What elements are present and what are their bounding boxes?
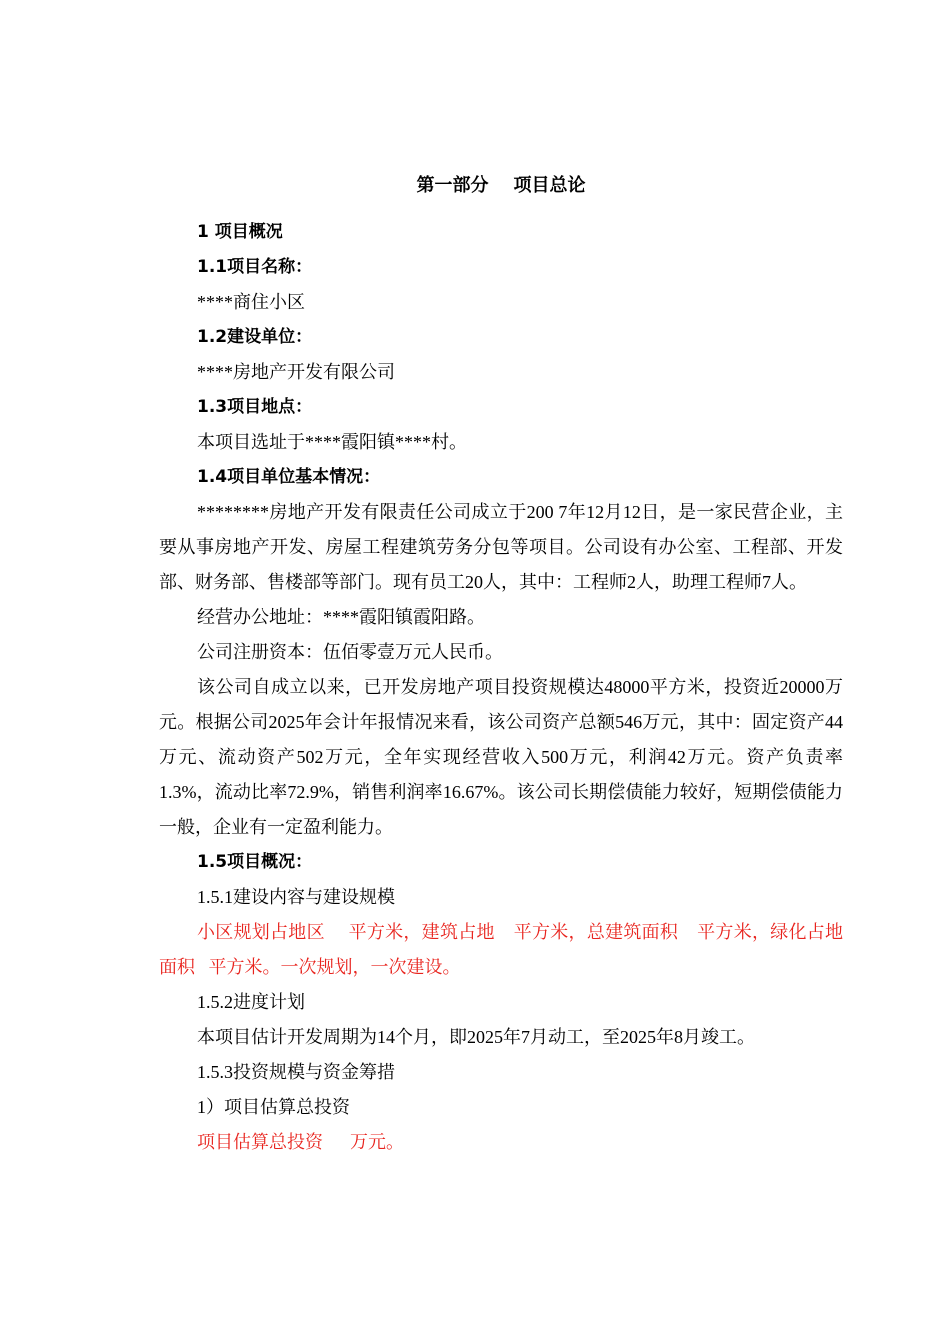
heading-investment-funding: 1.5.3投资规模与资金筹措 (197, 1062, 395, 1082)
heading-construction-unit: 1.2建设单位： (197, 327, 313, 347)
office-address-paragraph: 经营办公地址：****霞阳镇霞阳路。 (197, 607, 485, 627)
heading-unit-basic-info: 1.4项目单位基本情况： (197, 467, 381, 487)
schedule-paragraph: 本项目估计开发周期为14个月，即2025年7月动工，至2025年8月竣工。 (197, 1027, 755, 1047)
financial-summary-paragraph: 该公司自成立以来，已开发房地产项目投资规模达48000平方米，投资近20000万元。根据公司2025年会计年报情况来看，该公司资产总额546万元，其中：固定资产44万元、流动资产502万元，全年实现经营收入500万元，利润42万元。资产负责率1.3%，流动比率72.9%，销售利润率16.67%。该公司长期偿债能力较好，短期偿债能力一般，企业有一定盈利能力。 (159, 677, 843, 837)
heading-schedule: 1.5.2进度计划 (197, 992, 305, 1012)
total-investment-paragraph: 项目估算总投资 万元。 (197, 1132, 404, 1152)
heading-project-location: 1.3项目地点： (197, 397, 313, 417)
registered-capital-paragraph: 公司注册资本：伍佰零壹万元人民币。 (197, 642, 503, 662)
page-title: 第一部分 项目总论 (416, 175, 586, 196)
section-heading-1: 1 项目概况 (197, 222, 283, 242)
document-body (159, 168, 843, 1160)
heading-project-overview: 1.5项目概况： (197, 852, 313, 872)
project-location-value: 本项目选址于****霞阳镇****村。 (197, 432, 467, 452)
project-name-value: ****商住小区 (197, 292, 305, 312)
heading-project-name: 1.1项目名称： (197, 257, 313, 277)
heading-total-investment: 1）项目估算总投资 (197, 1097, 350, 1117)
construction-scale-paragraph: 小区规划占地区 平方米，建筑占地 平方米，总建筑面积 平方米，绿化占地面积 平方米。一次规划，一次建设。 (159, 922, 843, 977)
heading-construction-scale: 1.5.1建设内容与建设规模 (197, 887, 395, 907)
construction-unit-value: ****房地产开发有限公司 (197, 362, 395, 382)
company-intro-paragraph: ********房地产开发有限责任公司成立于200 7年12月12日，是一家民营企业，主要从事房地产开发、房屋工程建筑劳务分包等项目。公司设有办公室、工程部、开发部、财务部、售楼部等部门。现有员工20人，其中：工程师2人，助理工程师7人。 (159, 502, 843, 592)
